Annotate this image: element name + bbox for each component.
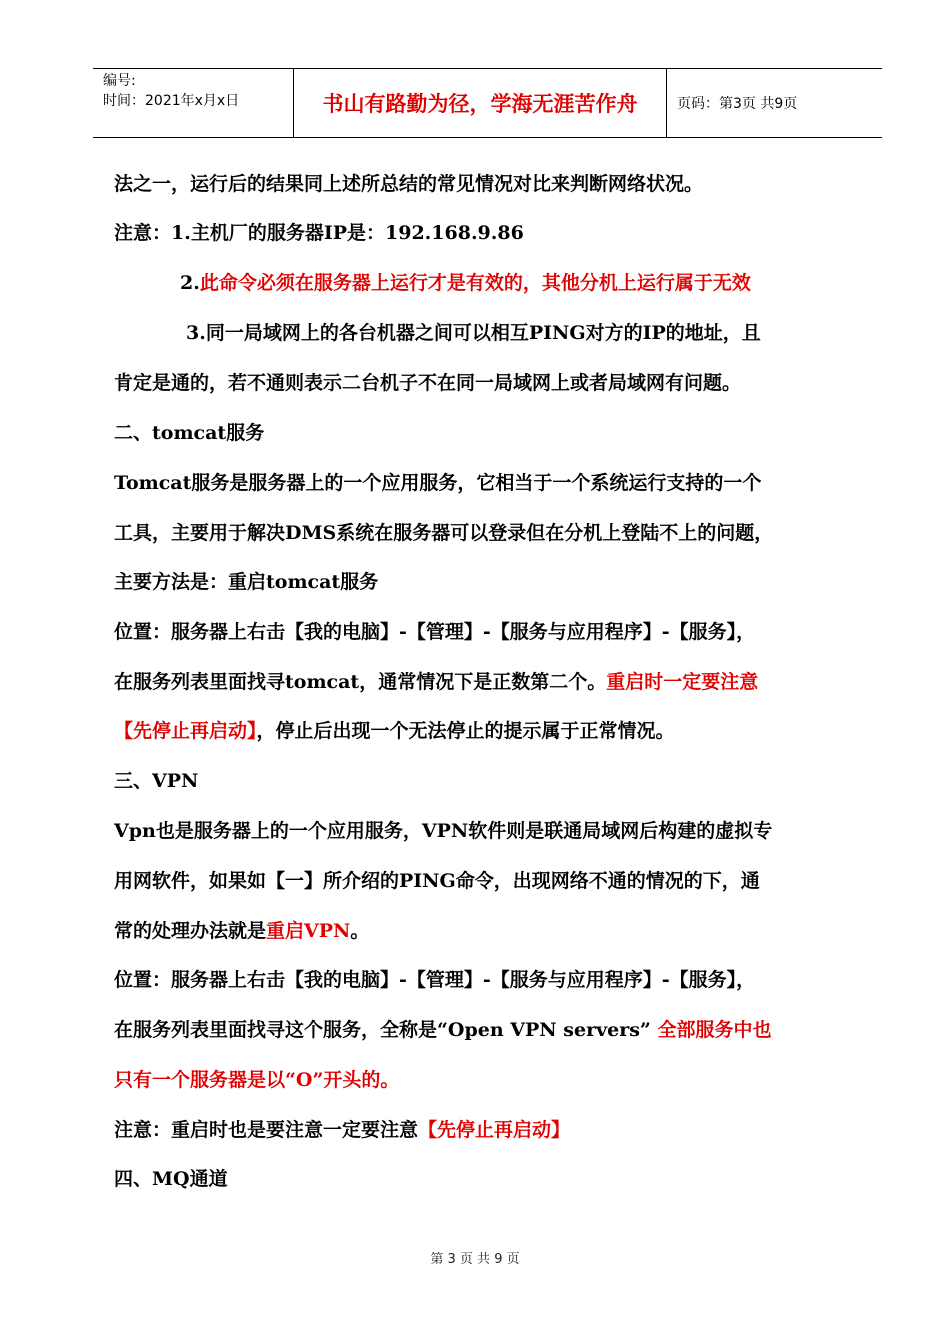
header-time-label: 时间：2021年x月x日	[103, 93, 240, 109]
body-text: 。	[350, 920, 370, 942]
body-text: 在服务列表里面找寻tomcat，通常情况下是正数第二个。	[114, 671, 607, 693]
body-text: 常的处理办法就是	[114, 920, 267, 942]
body-text: 在服务列表里面找寻这个服务，全称是“Open VPN servers”	[114, 1019, 658, 1041]
body-text: 二、tomcat服务	[114, 422, 265, 444]
body-text: 法之一，运行后的结果同上述所总结的常见情况对比来判断网络状况。	[114, 173, 704, 195]
page-footer: 第 3 页 共 9 页	[430, 1252, 520, 1267]
body-text: 3.同一局域网上的各台机器之间可以相互PING对方的IP的地址，且	[186, 322, 761, 344]
body-text: 位置：服务器上右击【我的电脑】-【管理】-【服务与应用程序】-【服务】，	[114, 969, 756, 991]
highlight-text: 重启时一定要注意	[606, 671, 759, 693]
body-text: 用网软件，如果如【一】所介绍的PING命令，出现网络不通的情况的下，通	[114, 870, 760, 892]
text-line	[114, 469, 761, 497]
body-text: 注意：重启时也是要注意一定要注意	[114, 1119, 419, 1141]
body-text: 位置：服务器上右击【我的电脑】-【管理】-【服务与应用程序】-【服务】，	[114, 621, 756, 643]
page-header	[93, 68, 882, 138]
header-number-label: 编号:	[103, 73, 136, 89]
text-line	[186, 319, 761, 347]
text-line	[114, 917, 369, 945]
text-line	[114, 519, 773, 547]
header-meta	[103, 71, 239, 111]
highlight-text: 【先停止再启动】	[418, 1119, 571, 1141]
header-divider	[666, 69, 667, 137]
body-text: Tomcat服务是服务器上的一个应用服务，它相当于一个系统运行支持的一个	[114, 472, 762, 494]
body-text: 肯定是通的，若不通则表示二台机子不在同一局域网上或者局域网有问题。	[114, 372, 742, 394]
highlight-text: 重启VPN	[266, 920, 351, 942]
text-line	[114, 1116, 570, 1144]
text-line	[180, 269, 751, 297]
body-text: 主要方法是：重启tomcat服务	[114, 571, 379, 593]
body-text: Vpn也是服务器上的一个应用服务，VPN软件则是联通局域网后构建的虚拟专	[114, 820, 773, 842]
body-text: 四、MQ通道	[114, 1168, 228, 1190]
text-line	[114, 966, 755, 994]
text-line	[114, 369, 741, 397]
highlight-text: 【先停止再启动】	[114, 720, 257, 742]
body-text: 注意：1.主机厂的服务器IP是：192.168.9.86	[114, 222, 524, 244]
text-line	[114, 170, 703, 198]
body-text: ，停止后出现一个无法停止的提示属于正常情况。	[256, 720, 675, 742]
text-line	[114, 717, 675, 745]
header-motto: 书山有路勤为径，学海无涯苦作舟	[322, 92, 638, 116]
header-page-info: 页码：第3页 共9页	[677, 96, 798, 112]
highlight-text: 此命令必须在服务器上运行才是有效的，其他分机上运行属于无效	[199, 272, 751, 294]
text-line	[114, 1066, 399, 1094]
text-line	[114, 767, 198, 795]
text-line	[114, 1016, 771, 1044]
highlight-text: 全部服务中也	[657, 1019, 772, 1041]
text-line	[114, 668, 758, 696]
text-line	[114, 618, 755, 646]
text-line	[114, 817, 772, 845]
text-line	[114, 219, 524, 247]
text-line	[114, 1165, 228, 1193]
text-line	[114, 419, 264, 447]
highlight-text: 只有一个服务器是以“O”开头的。	[114, 1069, 400, 1091]
text-line	[114, 867, 760, 895]
body-text: 三、VPN	[114, 770, 199, 792]
text-line	[114, 568, 378, 596]
body-text: 工具，主要用于解决DMS系统在服务器可以登录但在分机上登陆不上的问题，	[114, 522, 774, 544]
body-text: 2.	[180, 272, 200, 294]
